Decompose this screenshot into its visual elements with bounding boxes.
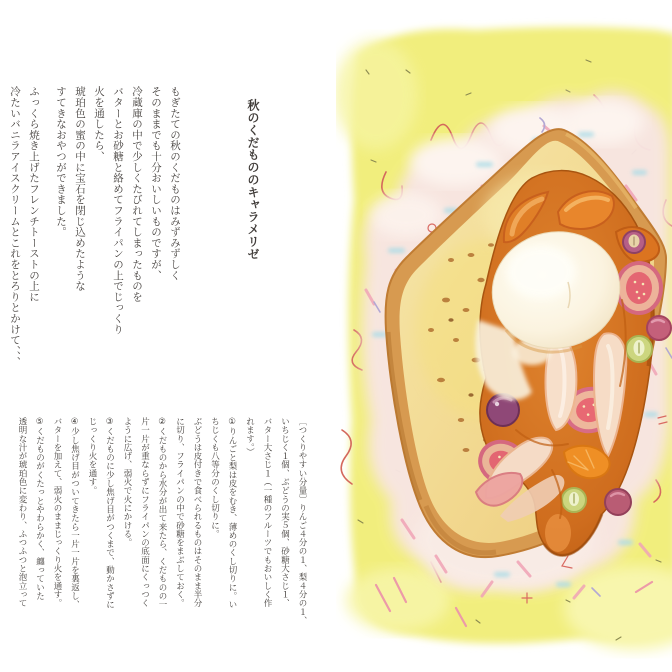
recipe-line: 透明な汁が琥珀色に変わり、ふつふつと泡立って (17, 417, 27, 608)
grape (626, 336, 652, 362)
recipe-line: に切り、フライパンの中で砂糖をまぶしておく。 (174, 417, 185, 608)
recipe-line: 片一片が重ならずにフライパンの底面にくっつく (139, 417, 150, 608)
recipe-line: ②くだものから水分が出て来たら、くだものの一 (157, 417, 167, 609)
essay-paragraph-1 (51, 86, 184, 378)
recipe-line: ように広げ、弱火で火にかける。 (122, 417, 132, 547)
french-toast-illustration (336, 0, 672, 672)
recipe-text (13, 417, 311, 631)
essay-line: 冷たいバニラアイスクリームとこれをとろりとかけて、、、 (9, 86, 21, 368)
essay-line: 火を通したら、 (93, 86, 105, 162)
recipe-line: バター大さじ１（一種のフルーツでもおいしく作 (262, 417, 272, 608)
grape (623, 231, 645, 253)
grape (605, 489, 631, 515)
recipe-line: ちじくも八等分のくし切りに。 (209, 417, 220, 539)
grape (562, 488, 586, 512)
right-page (336, 0, 672, 672)
recipe-line: ④少し焦げ目がついてきたら一片一片を裏返し、 (69, 417, 80, 609)
essay-paragraph-2 (5, 86, 43, 378)
essay-text (5, 86, 184, 378)
recipe-line: いちじく１個、ぶどうの実５個、砂糖大さじ１、 (279, 417, 290, 608)
essay-line: もぎたての秋のくだものはみずみずしく (169, 86, 181, 281)
recipe-line: ぶどうは皮付きで食べられるものはそのまま半分 (192, 417, 202, 608)
essay-line: バターとお砂糖と絡めてフライパンの上でじっくり (112, 86, 124, 335)
page-title: 秋のくだもののキャラメリゼ (246, 99, 260, 261)
essay-line: すてきなおやつができました。 (55, 86, 67, 238)
recipe-line: 〔つくりやすい分量〕りんご４分の１、梨４分の１、 (297, 417, 307, 625)
essay-line: 冷蔵庫の中で少しくたびれてしまったものを (131, 86, 143, 302)
essay-line: そのままでも十分おいしいものですが、 (150, 86, 162, 281)
recipe-line: ③くだものに少し焦げ目がつくまで、動かさずに (104, 417, 115, 609)
recipe-line: ⑤くだものがくたっとやわらかく、纏っていた (34, 417, 45, 601)
recipe-line: れます。） (244, 417, 255, 456)
grape (647, 316, 671, 340)
recipe-line: ①りんごと梨は皮をむき、薄めのくし切りに。い (227, 417, 237, 609)
recipe-line: じっくり火を通す。 (87, 417, 97, 495)
recipe-line: バターを加えて、弱火のままじっくり火を通す。 (52, 417, 62, 608)
essay-line: ふっくら焼き上げたフレンチトーストの上に (28, 86, 40, 302)
essay-line: 琥珀色の蜜の中に宝石を閉じ込めたような (74, 86, 86, 292)
